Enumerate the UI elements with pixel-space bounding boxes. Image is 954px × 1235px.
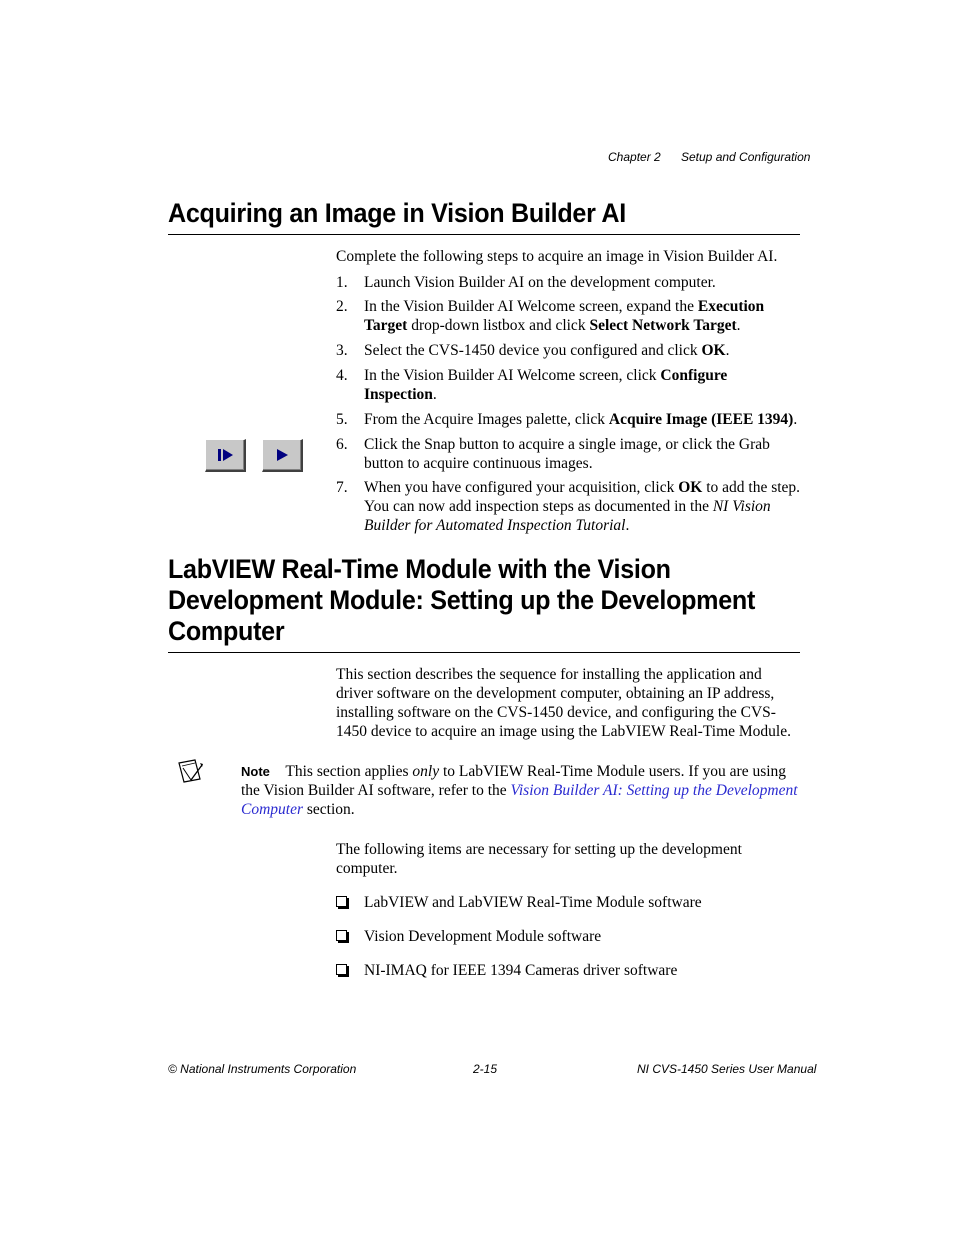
section-title-acquiring: Acquiring an Image in Vision Builder AI [168, 198, 626, 228]
section-rule [168, 652, 800, 653]
section-title-labview-line3: Computer [168, 616, 285, 646]
header-section: Setup and Configuration [681, 150, 811, 164]
checkbox-icon [336, 930, 347, 941]
checkbox-icon [336, 896, 347, 907]
snap-icon [205, 439, 246, 472]
footer-page-number: 2-15 [473, 1062, 498, 1076]
note-paragraph: Note This section applies only to LabVIEW Real-Time Module users. If you are using the Vision Builder AI software, refer to the Vision Builder AI: Setting up the Development Computer section. [241, 763, 798, 818]
section-title-labview-line1: LabVIEW Real-Time Module with the Vision [168, 554, 671, 584]
items-intro: The following items are necessary for setting up the development computer. [336, 841, 742, 877]
grab-icon [262, 439, 303, 472]
section-intro: This section describes the sequence for installing the application and driver software on the development computer, obtaining an IP address, installing software on the CVS-1450 device, and configuring the CVS-1450 device to acquire an image using the LabVIEW Real-Time Module. [336, 666, 791, 740]
footer-copyright: © National Instruments Corporation [168, 1062, 357, 1076]
header-chapter: Chapter 2 [608, 150, 661, 164]
section-title-labview-line2: Development Module: Setting up the Development [168, 585, 756, 615]
footer-manual-title: NI CVS-1450 Series User Manual [637, 1062, 817, 1076]
section-intro: Complete the following steps to acquire an image in Vision Builder AI. [336, 248, 778, 265]
section-rule [168, 234, 800, 235]
note-icon [176, 757, 204, 785]
checkbox-icon [336, 964, 347, 975]
vision-builder-setup-link[interactable]: Vision Builder AI: Setting up the Development Computer [241, 782, 798, 818]
note-label: Note [241, 764, 270, 779]
